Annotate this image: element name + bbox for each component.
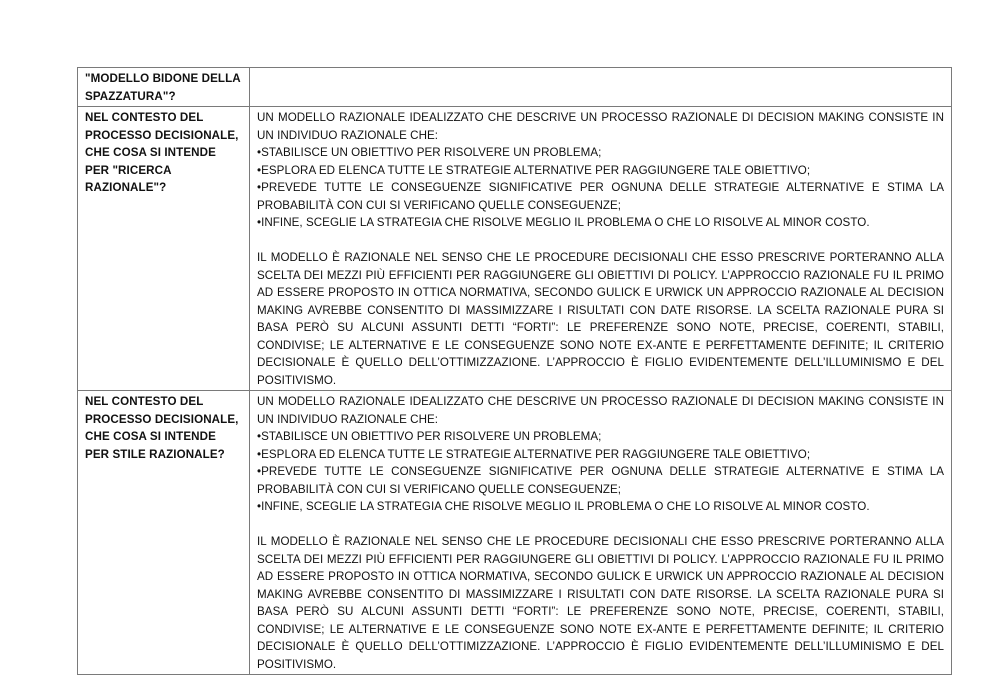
answer-cell [250, 107, 952, 391]
answer-bullet: •ESPLORA ED ELENCA TUTTE LE STRATEGIE ALTERNATIVE PER RAGGIUNGERE TALE OBIETTIVO; [257, 163, 811, 177]
question-cell: NEL CONTESTO DEL PROCESSO DECISIONALE, CHE COSA SI INTENDE PER "RICERCA RAZIONALE"? [78, 107, 250, 391]
answer-bullet: •STABILISCE UN OBIETTIVO PER RISOLVERE UN PROBLEMA; [257, 146, 602, 159]
answer-intro: UN MODELLO RAZIONALE IDEALIZZATO CHE DESCRIVE UN PROCESSO RAZIONALE DI DECISION MAKING CONSISTE IN UN INDIVIDUO RAZIONALE CHE: [257, 111, 944, 142]
answer-intro: UN MODELLO RAZIONALE IDEALIZZATO CHE DESCRIVE UN PROCESSO RAZIONALE DI DECISION MAKING CONSISTE IN UN INDIVIDUO RAZIONALE CHE: [257, 395, 944, 426]
answer-cell [250, 391, 952, 675]
table-row [78, 68, 952, 107]
answer-paragraph: IL MODELLO È RAZIONALE NEL SENSO CHE LE PROCEDURE DECISIONALI CHE ESSO PRESCRIVE PORTERANNO ALLA SCELTA DEI MEZZI PIÙ EFFICIENTI PER RAGGIUNGERE GLI OBIETTIVI DI POLICY. L’APPROCCIO RAZIONALE FU IL PRIMO AD ESSERE PROPOSTO IN OTTICA NORMATIVA, SECONDO GULICK E URWICK UN APPROCCIO RAZIONALE AL DECISION MAKING AVREBBE CONSENTITO DI MASSIMIZZARE I RISULTATI CON DATE RISORSE. LA SCELTA RAZIONALE PURA SI BASA PERÒ SU ALCUNI ASSUNTI DETTI “FORTI”: LE PREFERENZE SONO NOTE, PRECISE, COERENTI, STABILI, CONDIVISE; LE ALTERNATIVE E LE CONSEGUENZE SONO NOTE EX-ANTE E PERFETTAMENTE DEFINITE; IL CRITERIO DECISIONALE È QUELLO DELL’OTTIMIZZAZIONE. L’APPROCCIO È FIGLIO EVIDENTEMENTE DELL’ILLUMINISMO E DEL POSITIVISMO. [257, 251, 944, 387]
spacer [257, 516, 944, 534]
answer-cell-empty [250, 68, 952, 107]
question-cell: NEL CONTESTO DEL PROCESSO DECISIONALE, CHE COSA SI INTENDE PER STILE RAZIONALE? [78, 391, 250, 675]
table-row [78, 391, 952, 675]
answer-bullet: •STABILISCE UN OBIETTIVO PER RISOLVERE UN PROBLEMA; [257, 430, 602, 443]
table-row [78, 107, 952, 391]
answer-bullet: •INFINE, SCEGLIE LA STRATEGIA CHE RISOLVE MEGLIO IL PROBLEMA O CHE LO RISOLVE AL MINOR COSTO. [257, 500, 870, 513]
answer-bullet: •ESPLORA ED ELENCA TUTTE LE STRATEGIE ALTERNATIVE PER RAGGIUNGERE TALE OBIETTIVO; [257, 447, 811, 461]
qa-table [77, 67, 952, 675]
question-cell: "MODELLO BIDONE DELLA SPAZZATURA"? [78, 68, 250, 107]
spacer [257, 232, 944, 250]
answer-bullet: •PREVEDE TUTTE LE CONSEGUENZE SIGNIFICATIVE PER OGNUNA DELLE STRATEGIE ALTERNATIVE E STIMA LA PROBABILITÀ CON CUI SI VERIFICANO QUELLE CONSEGUENZE; [257, 181, 944, 212]
answer-paragraph: IL MODELLO È RAZIONALE NEL SENSO CHE LE PROCEDURE DECISIONALI CHE ESSO PRESCRIVE PORTERANNO ALLA SCELTA DEI MEZZI PIÙ EFFICIENTI PER RAGGIUNGERE GLI OBIETTIVI DI POLICY. L’APPROCCIO RAZIONALE FU IL PRIMO AD ESSERE PROPOSTO IN OTTICA NORMATIVA, SECONDO GULICK E URWICK UN APPROCCIO RAZIONALE AL DECISION MAKING AVREBBE CONSENTITO DI MASSIMIZZARE I RISULTATI CON DATE RISORSE. LA SCELTA RAZIONALE PURA SI BASA PERÒ SU ALCUNI ASSUNTI DETTI “FORTI”: LE PREFERENZE SONO NOTE, PRECISE, COERENTI, STABILI, CONDIVISE; LE ALTERNATIVE E LE CONSEGUENZE SONO NOTE EX-ANTE E PERFETTAMENTE DEFINITE; IL CRITERIO DECISIONALE È QUELLO DELL’OTTIMIZZAZIONE. L’APPROCCIO È FIGLIO EVIDENTEMENTE DELL’ILLUMINISMO E DEL POSITIVISMO. [257, 535, 944, 671]
answer-bullet: •PREVEDE TUTTE LE CONSEGUENZE SIGNIFICATIVE PER OGNUNA DELLE STRATEGIE ALTERNATIVE E STIMA LA PROBABILITÀ CON CUI SI VERIFICANO QUELLE CONSEGUENZE; [257, 465, 944, 496]
answer-bullet: •INFINE, SCEGLIE LA STRATEGIA CHE RISOLVE MEGLIO IL PROBLEMA O CHE LO RISOLVE AL MINOR COSTO. [257, 216, 870, 229]
